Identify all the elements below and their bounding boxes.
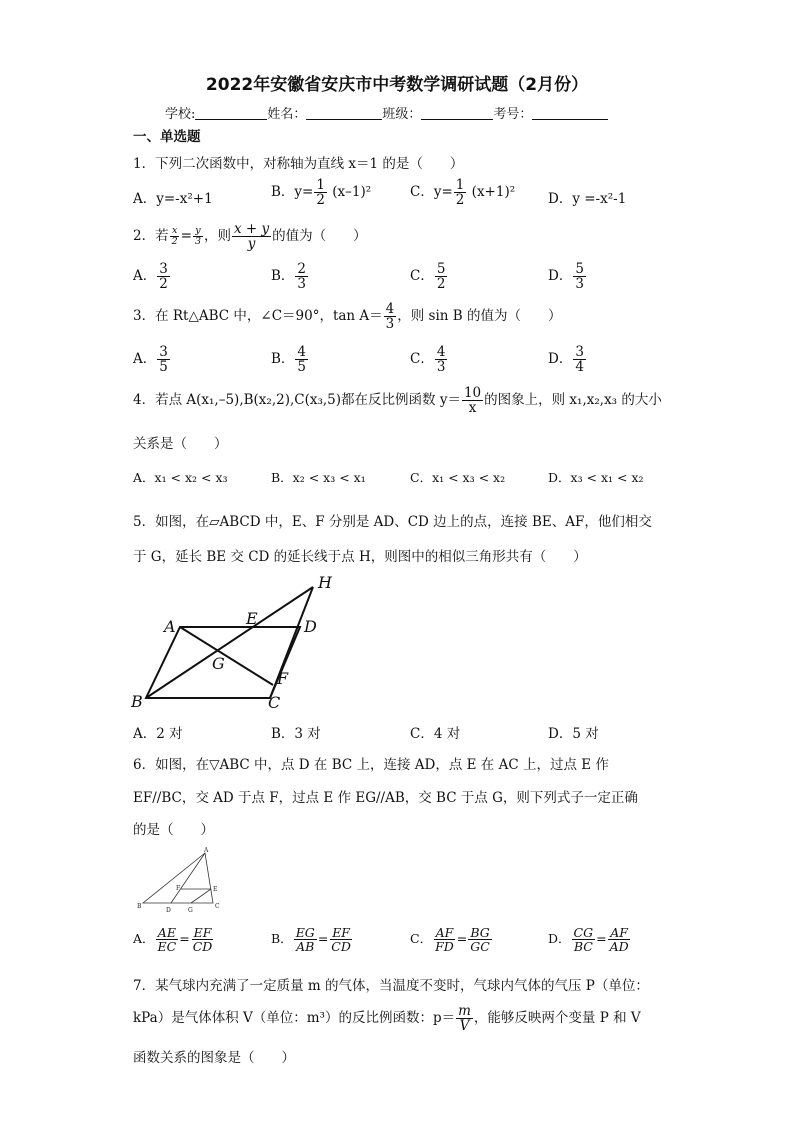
label-f: F [176,885,181,892]
q2-option-c[interactable]: C． $\frac{5}{2}$ [410,261,446,293]
q6-options [133,926,693,962]
q4-option-a[interactable]: A．x₁ < x₂ < x₃ [133,470,228,485]
q3-stem: 3．在 Rt△ABC 中，∠C＝90°，tan A＝ $\frac{4}{3}$ ，则 sin B 的值为（ ） [133,301,562,333]
label-e: E [213,886,218,893]
q5-parallelogram-figure [128,572,358,712]
label-g: G [188,907,193,914]
name-blank[interactable] [306,106,382,120]
q5-option-d[interactable]: D．5 对 [548,726,599,742]
q6-triangle-figure [133,845,233,917]
q5-stem-line1: 5．如图，在▱ABCD 中，E、F 分别是 AD、CD 边上的点，连接 BE、AF，他们相交 [133,514,652,530]
q7-stem-line1: 7．某气球内充满了一定质量 m 的气体，当温度不变时，气球内气体的气压 P（单位： [133,978,649,994]
q1-stem: 1．下列二次函数中，对称轴为直线 x＝1 的是（ ） [133,156,464,172]
label-c: C [268,693,281,712]
label-g: G [212,654,225,673]
q6-option-c[interactable]: C． $\frac{AF}{FD}$ = $\frac{BG}{GC}$ [410,925,490,955]
q4-option-d[interactable]: D．x₃ < x₁ < x₂ [548,470,644,485]
q6-option-a[interactable]: A． $\frac{AE}{EC}$ = $\frac{EF}{CD}$ [133,925,213,955]
q4-option-b[interactable]: B．x₂ < x₃ < x₁ [271,470,366,485]
exam-no-blank[interactable] [532,106,608,120]
q4-options [133,468,693,488]
class-label: 班级： [382,107,422,122]
q5-option-a[interactable]: A．2 对 [133,726,183,742]
q2-options [133,262,693,298]
label-c: C [215,903,220,910]
label-f: F [277,669,289,688]
q4-stem: 4．若点 A(x₁,–5),B(x₂,2),C(x₃,5)都在反比例函数 y＝ $\frac{10}{x}$ 的图象上，则 x₁,x₂,x₃ 的大小 [133,385,662,417]
q6-option-d[interactable]: D． $\frac{CG}{BC}$ = $\frac{AF}{AD}$ [548,925,629,955]
q2-option-b[interactable]: B． $\frac{2}{3}$ [271,261,307,293]
q1-option-a[interactable]: A．y=-x²+1 [133,191,213,207]
q4-stem-line2: 关系是（ ） [133,436,228,452]
q6-option-b[interactable]: B． $\frac{EG}{AB}$ = $\frac{EF}{CD}$ [271,925,351,955]
q7-stem-line2: kPa）是气体体积 V（单位：m³）的反比例函数：p＝ $\frac{m}{V}$ ，能够反映两个变量 P 和 V [133,1003,641,1035]
q4-option-c[interactable]: C．x₁ < x₃ < x₂ [410,470,506,485]
exam-no-label: 考号： [493,107,533,122]
q5-stem-line2: 于 G，延长 BE 交 CD 的延长线于点 H，则图中的相似三角形共有（ ） [133,549,587,565]
q3-option-a[interactable]: A． $\frac{3}{5}$ [133,344,168,376]
q3-option-d[interactable]: D． $\frac{3}{4}$ [548,344,584,376]
page-title: 2022年安徽省安庆市中考数学调研试题（2月份） [205,75,589,95]
name-label: 姓名： [267,107,307,122]
q7-stem-line3: 函数关系的图象是（ ） [133,1050,295,1066]
q3-option-c[interactable]: C． $\frac{4}{3}$ [410,344,446,376]
q5-option-b[interactable]: B．3 对 [271,726,321,742]
q1-option-b[interactable]: B．y= $\frac{1}{2}$ (x–1)² [271,177,372,209]
label-b: B [137,903,142,910]
label-a: A [204,847,209,854]
q1-options [133,178,693,214]
label-a: A [164,617,176,636]
triangle-abc [143,853,213,903]
label-e: E [246,609,258,628]
q2-option-a[interactable]: A． $\frac{3}{2}$ [133,261,168,293]
q3-options [133,345,693,381]
q1-option-c[interactable]: C．y= $\frac{1}{2}$ (x+1)² [410,177,516,209]
q1-option-d[interactable]: D．y =-x²-1 [548,191,627,207]
section-heading: 一、单选题 [133,129,201,145]
q2-stem: 2．若 $\frac{x}{2}$ = $\frac{y}{3}$ ，则 $\frac{x + y}{y}$ 的值为（ ） [133,221,367,253]
q6-stem-line1: 6．如图，在▽ABC 中，点 D 在 BC 上，连接 AD，点 E 在 AC 上，过点 E 作 [133,757,609,773]
q2-option-d[interactable]: D． $\frac{5}{3}$ [548,261,584,293]
label-d: D [166,907,171,914]
q6-stem-line2: EF//BC，交 AD 于点 F，过点 E 作 EG//AB，交 BC 于点 G，则下列式子一定正确 [133,790,638,806]
q5-option-c[interactable]: C．4 对 [410,726,461,742]
student-info-line [165,103,608,122]
q5-options [133,722,693,742]
school-blank[interactable] [195,106,267,120]
label-d: D [304,617,317,636]
line-ad [171,853,205,903]
line-af [180,627,273,685]
q3-option-b[interactable]: B． $\frac{4}{5}$ [271,344,307,376]
class-blank[interactable] [421,106,493,120]
line-eg [191,889,211,903]
label-b: B [131,692,143,711]
label-h: H [318,573,332,592]
q6-stem-line3: 的是（ ） [133,822,214,838]
school-label: 学校: [165,107,196,122]
